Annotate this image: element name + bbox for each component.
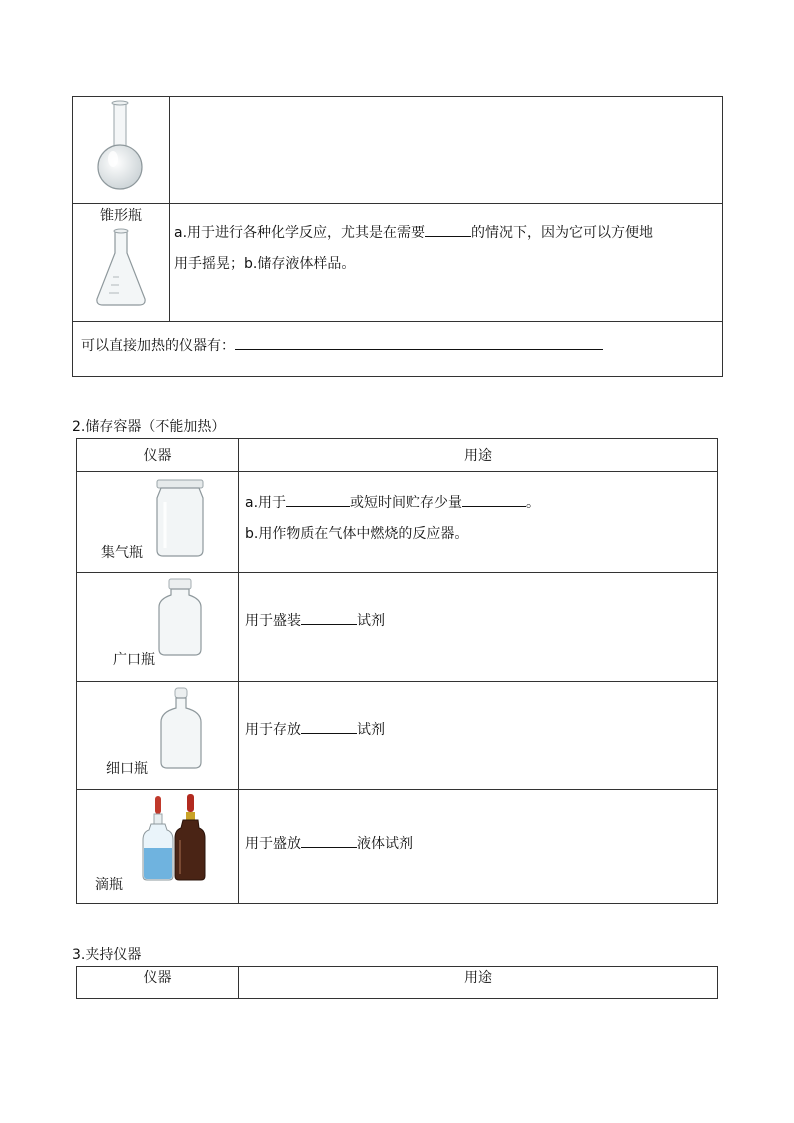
flask-usage-cell [170,97,723,204]
wide-mouth-cell [77,573,239,682]
header-usage: 用途 [239,967,718,999]
answer-blank[interactable] [301,719,357,734]
wide-mouth-prefix: 用于盛装 [245,613,301,629]
gas-jar-usage-line2: b.用作物质在气体中燃烧的反应器。 [245,526,469,542]
header-instrument: 仪器 [77,439,239,472]
gas-jar-usage-line1 [245,488,711,519]
erlenmeyer-name: 锥形瓶 [100,208,142,224]
answer-blank[interactable] [286,492,350,507]
direct-heat-label: 可以直接加热的仪器有： [81,338,235,354]
gas-jar-name: 集气瓶 [101,545,143,561]
gas-jar-suffix: 。 [526,495,541,511]
dropper-prefix: 用于盛放 [245,835,301,852]
usage-a-suffix: 的情况下，因为它可以方便地 [471,225,654,241]
dropper-suffix: 液体试剂 [357,835,413,852]
dropper-bottle-cell [77,790,239,904]
holding-instrument-table [76,966,718,999]
erlenmeyer-usage-line1 [174,218,718,249]
narrow-mouth-name: 细口瓶 [106,761,148,777]
storage-container-table [76,438,718,904]
answer-blank[interactable] [301,833,357,848]
direct-heat-row [73,322,723,377]
narrow-mouth-cell [77,682,239,790]
round-bottom-flask-image [73,97,170,203]
gas-jar-usage-cell [239,472,718,573]
direct-heat-blank[interactable] [235,335,603,350]
narrow-mouth-bottle-image [77,682,239,790]
flask-image-cell [73,97,170,204]
gas-jar-middle: 或短时间贮存少量 [350,495,463,511]
gas-jar-prefix: a.用于 [245,495,287,511]
instrument-table-1 [72,96,723,377]
erlenmeyer-usage-line2: 用手摇晃；b.储存液体样品。 [174,256,356,272]
dropper-bottle-usage-cell [239,790,718,904]
gas-jar-cell [77,472,239,573]
header-usage: 用途 [239,439,718,472]
erlenmeyer-usage-cell [170,204,723,322]
erlenmeyer-cell [73,204,170,322]
dropper-bottle-name: 滴瓶 [95,877,123,893]
narrow-mouth-usage-cell [239,682,718,790]
wide-mouth-suffix: 试剂 [357,613,385,629]
section-3-heading: 3.夹持仪器 [72,947,142,963]
narrow-mouth-suffix: 试剂 [357,721,385,738]
usage-a-prefix: a.用于进行各种化学反应，尤其是在需要 [174,225,426,241]
answer-blank[interactable] [462,492,526,507]
narrow-mouth-prefix: 用于存放 [245,721,301,738]
erlenmeyer-flask-image [73,225,170,311]
header-instrument: 仪器 [77,967,239,999]
section-2-heading: 2.储存容器（不能加热） [72,419,226,435]
wide-mouth-bottle-image [77,573,239,682]
wide-mouth-name: 广口瓶 [113,652,155,668]
answer-blank[interactable] [301,610,357,625]
wide-mouth-usage-cell [239,573,718,682]
answer-blank[interactable] [425,222,471,237]
